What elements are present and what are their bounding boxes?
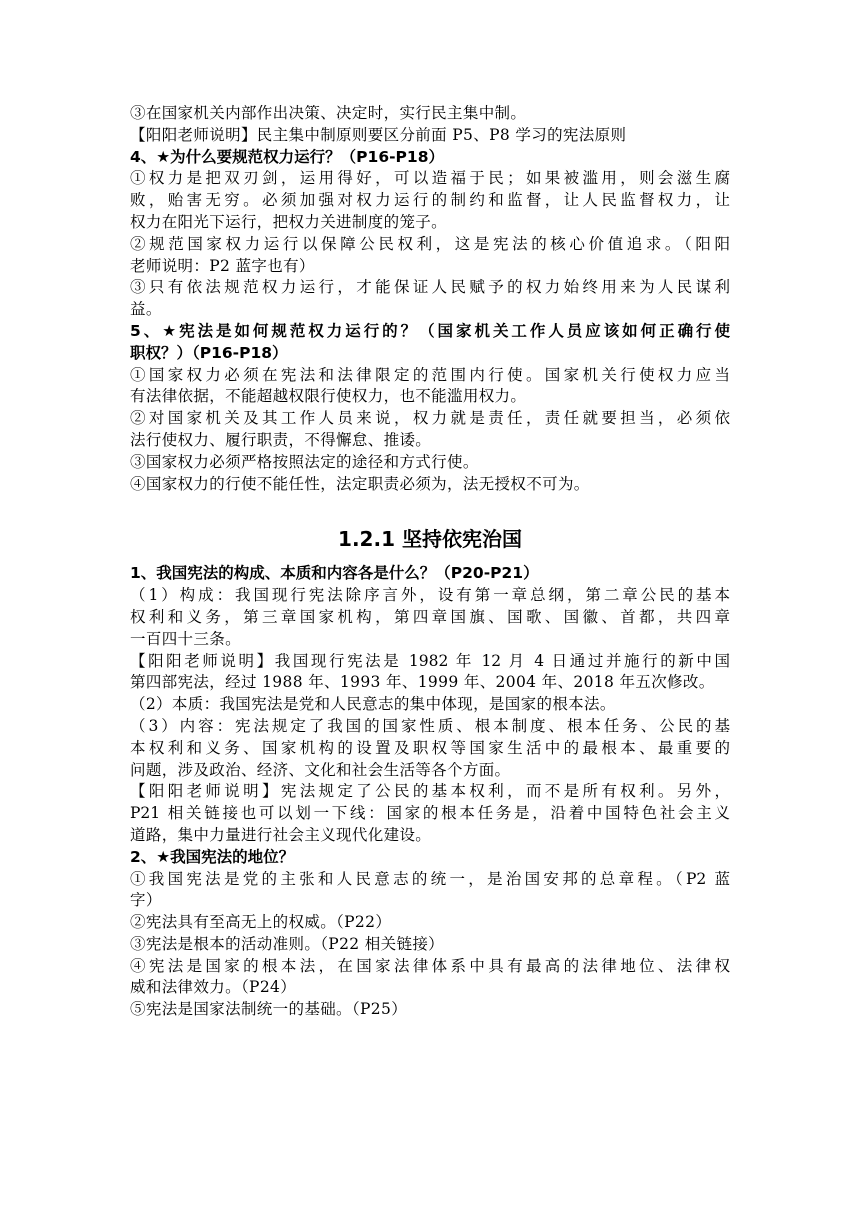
text-line: ④宪法是国家的根本法，在国家法律体系中具有最高的法律地位、法律权 — [130, 956, 730, 975]
text-line: 败，贻害无穷。必须加强对权力运行的制约和监督，让人民监督权力，让 — [130, 191, 730, 210]
text-line: 问题，涉及政治、经济、文化和社会生活等各个方面。 — [130, 760, 511, 779]
text-line: ⑤宪法是国家法制统一的基础。（P25） — [130, 1000, 408, 1019]
paragraph — [130, 168, 730, 233]
text-line: 权力在阳光下运行，把权力关进制度的笼子。 — [130, 212, 448, 231]
text-line: 一百四十三条。 — [130, 629, 241, 648]
chapter-heading: 1.2.1 坚持依宪治国 — [338, 527, 522, 552]
text-line: ③宪法是根本的活动准则。（P22 相关链接） — [130, 934, 445, 953]
text-line: 职权？）（P16-P18） — [130, 343, 288, 362]
text-line: 【阳阳老师说明】宪法规定了公民的基本权利，而不是所有权利。另外， — [130, 782, 730, 801]
question-heading — [130, 321, 730, 365]
paragraph — [130, 103, 730, 125]
text-line: 益。 — [130, 300, 162, 319]
paragraph — [130, 234, 730, 278]
text-line: 字） — [130, 891, 162, 910]
text-line: ③国家权力必须严格按照法定的途径和方式行使。 — [130, 452, 479, 471]
text-line: ②对国家机关及其工作人员来说，权力就是责任，责任就要担当，必须依 — [130, 409, 730, 428]
paragraph — [130, 651, 730, 695]
text-line: 本权利和义务、国家机构的设置及职权等国家生活中的最根本、最重要的 — [130, 738, 730, 757]
text-line: （1）构成：我国现行宪法除序言外，设有第一章总纲，第二章公民的基本 — [130, 586, 730, 605]
text-line: P21 相关链接也可以划一下线：国家的根本任务是，沿着中国特色社会主义 — [130, 804, 730, 823]
paragraph — [130, 956, 730, 1000]
paragraph — [130, 716, 730, 781]
text-line: 道路，集中力量进行社会主义现代化建设。 — [130, 825, 432, 844]
paragraph — [130, 365, 730, 409]
document-body — [130, 103, 730, 1021]
text-line: 5、★宪法是如何规范权力运行的？（国家机关工作人员应该如何正确行使 — [130, 321, 730, 340]
text-line: ③在国家机关内部作出决策、决定时，实行民主集中制。 — [130, 104, 527, 122]
paragraph — [130, 452, 730, 474]
text-line: 【阳阳老师说明】民主集中制原则要区分前面 P5、P8 学习的宪法原则 — [130, 125, 627, 144]
text-line: ①权力是把双刃剑，运用得好，可以造福于民；如果被滥用，则会滋生腐 — [130, 169, 730, 188]
paragraph — [130, 585, 730, 650]
question-heading — [130, 147, 730, 169]
paragraph — [130, 694, 730, 716]
text-line: ④国家权力的行使不能任性，法定职责必须为，法无授权不可为。 — [130, 474, 590, 493]
text-line: 1、我国宪法的构成、本质和内容各是什么？（P20-P21） — [130, 564, 539, 583]
paragraph — [130, 999, 730, 1021]
text-line: ①我国宪法是党的主张和人民意志的统一，是治国安邦的总章程。（P2 蓝 — [130, 869, 730, 888]
text-line: 有法律依据，不能超越权限行使权力，也不能滥用权力。 — [130, 387, 527, 406]
paragraph — [130, 474, 730, 496]
text-line: 老师说明：P2 蓝字也有） — [130, 256, 315, 275]
question-heading — [130, 563, 730, 585]
paragraph — [130, 912, 730, 934]
question-heading — [130, 847, 730, 869]
text-line: 4、★为什么要规范权力运行？（P16-P18） — [130, 147, 444, 166]
text-line: ②规范国家权力运行以保障公民权利，这是宪法的核心价值追求。（阳阳 — [130, 234, 730, 253]
text-line: （2）本质：我国宪法是党和人民意志的集中体现，是国家的根本法。 — [130, 695, 616, 714]
text-line: 威和法律效力。（P24） — [130, 978, 297, 997]
paragraph — [130, 869, 730, 913]
text-line: ③只有依法规范权力运行，才能保证人民赋予的权力始终用来为人民谋利 — [130, 278, 730, 297]
paragraph — [130, 781, 730, 846]
text-line: 权利和义务，第三章国家机构，第四章国旗、国歌、国徽、首都，共四章 — [130, 607, 730, 626]
text-line: 【阳阳老师说明】我国现行宪法是 1982 年 12 月 4 日通过并施行的新中国 — [130, 651, 730, 670]
text-line: 第四部宪法，经过 1988 年、1993 年、1999 年、2004 年、2018 年五次修改。 — [130, 673, 715, 692]
text-line: ①国家权力必须在宪法和法律限定的范围内行使。国家机关行使权力应当 — [130, 365, 730, 384]
paragraph — [130, 934, 730, 956]
text-line: 2、★我国宪法的地位？ — [130, 847, 295, 866]
text-line: （3）内容：宪法规定了我国的国家性质、根本制度、根本任务、公民的基 — [130, 716, 730, 735]
text-line: 法行使权力、履行职责，不得懈怠、推诿。 — [130, 430, 432, 449]
text-line: ②宪法具有至高无上的权威。（P22） — [130, 913, 392, 932]
paragraph — [130, 408, 730, 452]
paragraph — [130, 277, 730, 321]
paragraph — [130, 125, 730, 147]
